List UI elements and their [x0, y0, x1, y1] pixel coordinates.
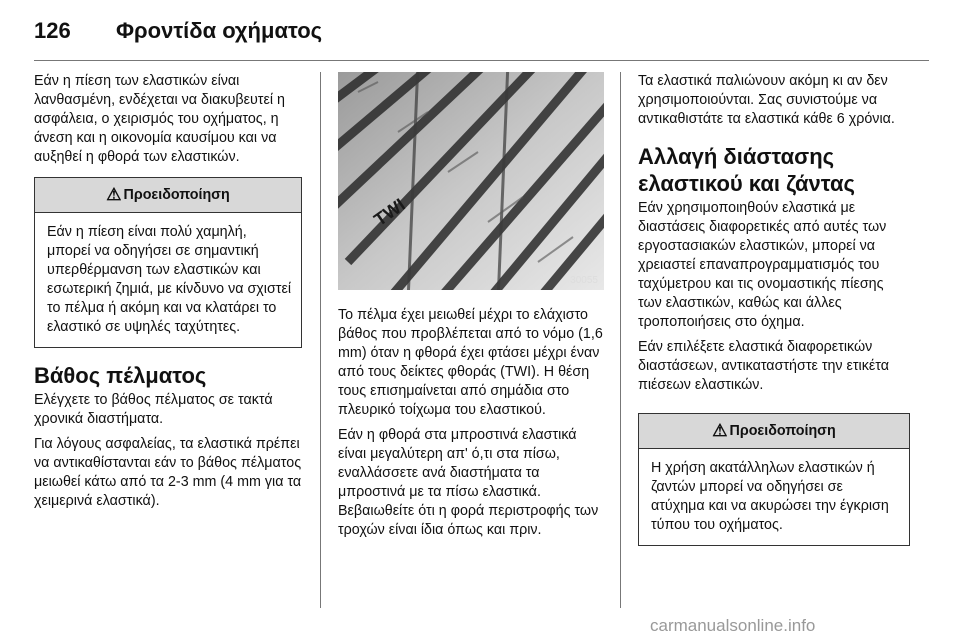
warning-triangle-icon: ⚠	[712, 421, 728, 440]
column-divider	[320, 72, 321, 608]
warning-title: Προειδοποίηση	[729, 423, 836, 439]
warning-body	[35, 213, 301, 347]
paragraph: Εάν η φθορά στα μπροστινά ελαστικά είναι μεγαλύτερη απ' ό,τι στα πίσω, εναλλάσσετε ανά διαστήματα τα μπροστινά με τα πίσω ελαστικά. Βεβαιωθείτε ότι η φορά περιστροφής των τροχών είναι ίδια όπως και πριν.	[338, 427, 599, 538]
warning-text: Εάν η πίεση είναι πολύ χαμηλή, μπορεί να οδηγήσει σε σημαντική υπερθέρμανση των ελαστικών και εσωτερική ζημιά, με κίνδυνο να σχιστεί το πέλμα ή ακόμη και να κλατάρει το ελαστικό σε υψηλές ταχύτητες.	[47, 224, 291, 335]
paragraph: Για λόγους ασφαλείας, τα ελαστικά πρέπει να αντικαθίστανται εάν το βάθος πέλματος μειωθεί κάτω από τα 2-3 mm (4 mm για τα χειμερινά ελαστικά).	[34, 436, 302, 509]
section-heading-tread-depth: Βάθος πέλματος	[34, 363, 207, 388]
warning-body	[639, 449, 909, 545]
paragraph: Τα ελαστικά παλιώνουν ακόμη κι αν δεν χρησιμοποιούνται. Σας συνιστούμε να αντικαθιστάτε τα ελαστικά κάθε 6 χρόνια.	[638, 73, 895, 127]
intro-paragraph: Εάν η πίεση των ελαστικών είναι λανθασμένη, ενδέχεται να διακυβευτεί η ασφάλεια, ο χειρισμός του οχήματος, η άνεση και η οικονομία καυσίμου και να αυξηθεί η φθορά των ελαστικών.	[34, 73, 285, 165]
warning-text: Η χρήση ακατάλληλων ελαστικών ή ζαντών μπορεί να οδηγήσει σε ατύχημα και να ακυρώσει την έγκριση τύπου του οχήματος.	[651, 460, 889, 533]
tire-tread-figure	[338, 72, 604, 290]
warning-title: Προειδοποίηση	[123, 187, 230, 203]
paragraph: Ελέγχετε το βάθος πέλματος σε τακτά χρονικά διαστήματα.	[34, 392, 273, 427]
column-1	[34, 72, 302, 517]
paragraph: Εάν χρησιμοποιηθούν ελαστικά με διαστάσεις διαφορετικές από αυτές των εργοστασιακών ελαστικών, μπορεί να χρειαστεί επαναπρογραμματισμός του ταχύμετρου και τις ονομαστικής πίεσης των ελαστικών, καθώς και άλλες τροποποιήσεις στο όχημα.	[638, 200, 887, 330]
warning-box	[34, 177, 302, 348]
paragraph: Εάν επιλέξετε ελαστικά διαφορετικών διαστάσεων, αντικαταστήστε την ετικέτα πιέσεων ελαστικών.	[638, 339, 889, 393]
warning-box	[638, 413, 910, 546]
warning-header	[639, 414, 909, 449]
page-header	[34, 14, 934, 52]
twi-label: TWI	[370, 194, 409, 230]
page-number: 126	[34, 18, 71, 43]
column-divider	[620, 72, 621, 608]
tire-tread-illustration	[338, 72, 604, 290]
warning-triangle-icon: ⚠	[106, 185, 122, 204]
paragraph: Το πέλμα έχει μειωθεί μέχρι το ελάχιστο βάθος που προβλέπεται από το νόμο (1,6 mm) όταν η φθορά έχει φτάσει μέχρι έναν από τους δείκτες φθοράς (TWI). Η θέση τους επισημαίνεται από σημάδια στο πλευρικό τοίχωμα του ελαστικού.	[338, 307, 603, 418]
warning-header	[35, 178, 301, 213]
page-title: Φροντίδα οχήματος	[116, 18, 323, 43]
figure-number: 30055	[570, 275, 598, 286]
column-2	[338, 72, 604, 546]
column-3	[638, 72, 910, 560]
watermark: carmanualsonline.info	[650, 616, 816, 635]
header-divider	[34, 60, 929, 61]
section-heading-size-change: Αλλαγή διάστασης ελαστικού και ζάντας	[638, 144, 855, 196]
